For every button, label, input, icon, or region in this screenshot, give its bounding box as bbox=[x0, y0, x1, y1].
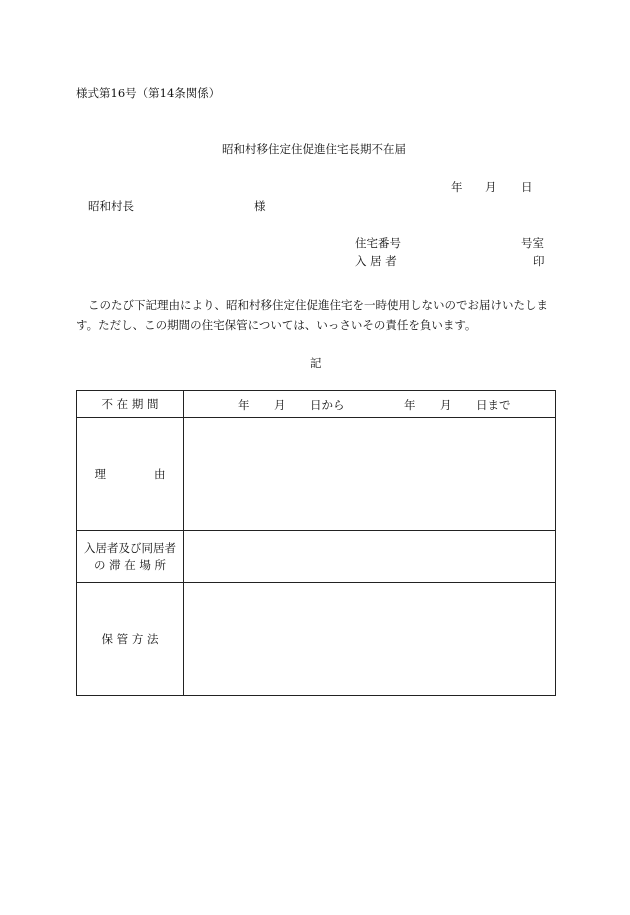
housing-number-label: 住宅番号 bbox=[355, 236, 401, 250]
period-from-month: 月 bbox=[274, 398, 286, 412]
storage-method-label: 保 管 方 法 bbox=[77, 583, 184, 696]
absence-period-row bbox=[77, 391, 556, 418]
date-month: 月 bbox=[485, 180, 497, 194]
absence-form-table bbox=[76, 390, 556, 696]
ki-heading: 記 bbox=[310, 356, 322, 370]
addressee-name: 昭和村長 bbox=[88, 199, 134, 213]
period-from-year: 年 bbox=[238, 398, 250, 412]
seal-mark: 印 bbox=[533, 254, 545, 268]
reason-field[interactable] bbox=[184, 418, 556, 531]
form-number: 様式第16号（第14条関係） bbox=[76, 86, 221, 100]
period-to-day: 日まで bbox=[476, 398, 511, 412]
room-suffix: 号室 bbox=[521, 236, 544, 250]
reason-row bbox=[77, 418, 556, 531]
stay-location-label bbox=[77, 531, 184, 583]
reason-label bbox=[77, 418, 184, 531]
stay-location-field[interactable] bbox=[184, 531, 556, 583]
resident-label: 入 居 者 bbox=[355, 254, 397, 268]
addressee-honorific: 様 bbox=[254, 199, 266, 213]
document-title: 昭和村移住定住促進住宅長期不在届 bbox=[222, 142, 406, 156]
period-from-day: 日から bbox=[310, 398, 345, 412]
stay-location-label-line2: の 滞 在 場 所 bbox=[93, 557, 167, 572]
absence-period-label: 不 在 期 間 bbox=[77, 391, 184, 418]
absence-period-field[interactable] bbox=[184, 391, 556, 418]
body-text: このたび下記理由により、昭和村移住定住促進住宅を一時使用しないのでお届けいたします。ただし、この期間の住宅保管については、いっさいその責任を負います。 bbox=[76, 298, 548, 332]
reason-label-part2: 由 bbox=[154, 467, 166, 481]
stay-location-row bbox=[77, 531, 556, 583]
storage-method-row bbox=[77, 583, 556, 696]
period-to-year: 年 bbox=[404, 398, 416, 412]
stay-location-label-line1: 入居者及び同居者 bbox=[84, 540, 176, 555]
storage-method-field[interactable] bbox=[184, 583, 556, 696]
reason-label-part1: 理 bbox=[94, 467, 106, 481]
date-year: 年 bbox=[451, 180, 463, 194]
period-to-month: 月 bbox=[440, 398, 452, 412]
date-day: 日 bbox=[521, 180, 533, 194]
